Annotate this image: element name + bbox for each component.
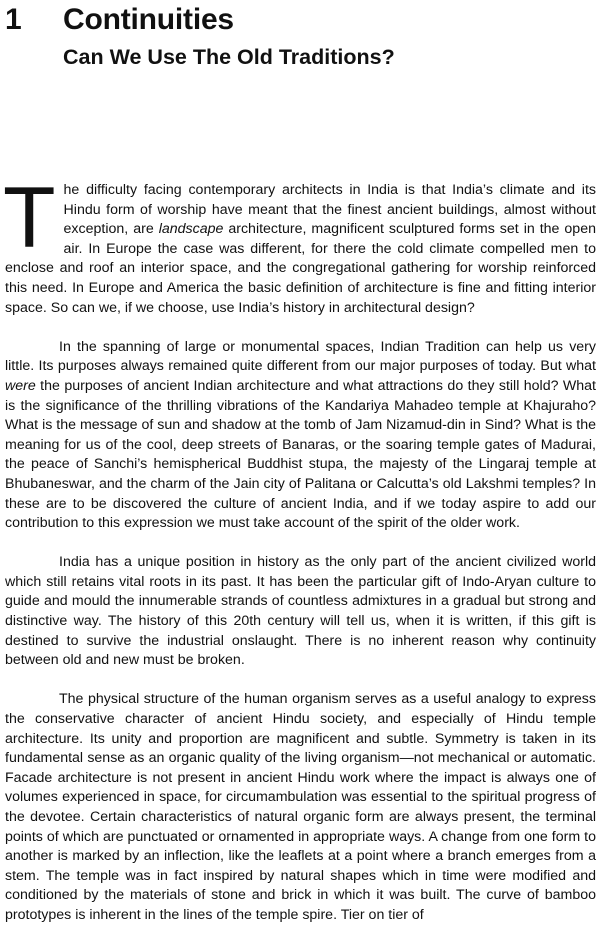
paragraph-2-emphasis: were <box>5 377 36 394</box>
paragraph-1 <box>3 170 596 318</box>
body-text <box>3 170 596 945</box>
paragraph-4: The physical structure of the human organism serves as a useful analogy to express the conservative character of ancient Hindu society, and especially of Hindu temple architecture. Its unity and proportion are magnificent and subtle. Symmetry is taken in its fundamental sense as an organic quality of the living organism—not mechanical or automatic. Facade architecture is not present in ancient Hindu work where the impact is always one of volumes experienced in space, for circumambulation was essential to the spiritual progress of the devotee. Certain characteristics of natural organic form are always present, the terminal points of which are punctuated or ornamented in appropriate ways. A change from one form to another is marked by an inflection, like the leaflets at a point where a branch emerges from a stem. The temple was in fact inspired by natural shapes which in time were modified and conditioned by the materials of stone and brick in which it was built. The curve of bamboo prototypes is inherent in the lines of the temple spire. Tier on tier of <box>5 691 596 923</box>
paragraph-2-part-1: In the spanning of large or monumental spaces, Indian Tradition can help us very little. Its purposes always remained quite different from our major purposes of today. But what <box>5 338 596 375</box>
paragraph-2-part-2: the purposes of ancient Indian architecture and what attractions do they still hold? What is the significance of the thrilling vibrations of the Kandariya Mahadeo temple at Khajuraho? What is the message of sun and shadow at the tomb of Jam Nizamud-din in Sind? What is the meaning for us of the cool, deep streets of Banaras, or the soaring temple gates of Madurai, the peace of Sanchi’s hemispherical Buddhist stupa, the majesty of the Lingaraj temple at Bhubaneswar, and the charm of the Jain city of Palitana or Calcutta’s old Lakshmi temples? In these are to be discovered the culture of ancient India, and if we today aspire to add our contribution to this expression we must take account of the spirit of the older work. <box>5 377 596 532</box>
paragraph-1-part-2: architecture, magnificent sculptured forms set in the open air. In Europe the case was different, for there the cold climate compelled men to enclose and roof an interior space, and the congregational gathering for worship reinforced this need. In Europe and America the basic definition of architecture is fine and fitting interior space. So can we, if we choose, use India’s history in architectural design? <box>5 221 596 316</box>
drop-cap: T <box>3 170 56 266</box>
chapter-title: Continuities <box>63 3 234 36</box>
paragraph-1-emphasis: landscape <box>158 221 224 238</box>
paragraph-1-part-1: he difficulty facing contemporary architects in India is that India’s climate and its Hindu form of worship have meant that the finest ancient buildings, almost without exception, are <box>63 182 596 238</box>
paragraph-2 <box>5 338 596 534</box>
paragraph-3: India has a unique position in history as the only part of the ancient civilized world which still retains vital roots in its past. It has been the particular gift of Indo-Aryan culture to guide and mould the innumerable strands of countless admixtures in a gradual but strong and distinctive way. The history of this 20th century will tell us, when it is written, if this gift is destined to survive the industrial onslaught. There is no inherent reason why continuity between old and new must be broken. <box>5 554 596 669</box>
chapter-number: 1 <box>5 3 22 36</box>
chapter-subtitle: Can We Use The Old Traditions? <box>63 45 395 69</box>
